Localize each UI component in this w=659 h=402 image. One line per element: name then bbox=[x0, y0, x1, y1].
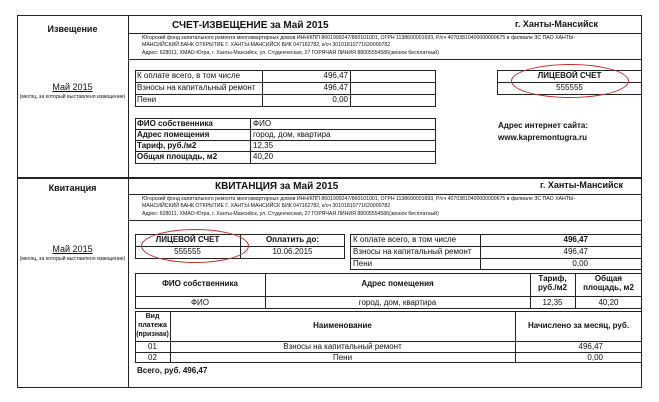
receipt-area-header: Общая bbox=[594, 274, 623, 283]
receipt-item-name: Пени bbox=[332, 353, 353, 362]
notice-account-highlight bbox=[511, 64, 629, 98]
notice-city: г. Ханты-Мансийск bbox=[515, 19, 599, 29]
notice-period: Май 2015 bbox=[52, 82, 93, 92]
receipt-account-highlight bbox=[141, 229, 249, 263]
receipt-owner-header: ФИО собственника bbox=[162, 279, 238, 288]
receipt-item-name: Взносы на капитальный ремонт bbox=[283, 342, 402, 351]
receipt-kind-header-3: (признак) bbox=[136, 331, 169, 338]
notice-info-label: ФИО собственника bbox=[137, 119, 213, 128]
notice-info-label: Адрес помещения bbox=[137, 130, 210, 139]
notice-account-label: ЛИЦЕВОЙ СЧЕТ bbox=[537, 71, 602, 80]
left-column-divider bbox=[128, 15, 129, 388]
receipt-name-header: Наименование bbox=[313, 321, 372, 330]
receipt-pay-by-label: Оплатить до: bbox=[265, 235, 320, 244]
receipt-account-value: 555555 bbox=[174, 247, 201, 256]
section-divider bbox=[17, 177, 642, 179]
receipt-tariff-header: Тариф, bbox=[538, 274, 567, 283]
receipt-address-value: город, дом, квартира bbox=[358, 298, 437, 307]
receipt-row-value: 496,47 bbox=[563, 247, 588, 256]
receipt-amount-header: Начислено за месяц, руб. bbox=[527, 321, 630, 330]
receipt-period: Май 2015 bbox=[52, 244, 93, 254]
notice-label: Извещение bbox=[47, 24, 98, 34]
receipt-title-rule bbox=[128, 194, 642, 195]
receipt-label: Квитанция bbox=[48, 183, 97, 193]
notice-row-label: К оплате всего, в том числе bbox=[137, 71, 241, 80]
notice-org-line2: МАНСИЙСКИЙ БАНК ОТКРЫТИЕ Г. ХАНТЫ-МАНСИЙСК БИК 047162782, к/сч 30101810771620000782 bbox=[142, 42, 391, 48]
receipt-row-value: 496,47 bbox=[563, 235, 588, 244]
receipt-kind-header-2: платежа bbox=[138, 322, 167, 329]
receipt-tariff-value: 12,35 bbox=[542, 298, 563, 307]
notice-row-value: 0,00 bbox=[332, 95, 348, 104]
notice-row-value: 496,47 bbox=[323, 71, 348, 80]
receipt-total: Всего, руб. 496,47 bbox=[137, 366, 208, 375]
notice-account-value: 555555 bbox=[556, 83, 583, 92]
receipt-org-line1: Югорский фонд капитального ремонта многоквартирных домов ИНН/КПП 8601999247/860101001, ОГРН 1138600001693, Р/сч 40703810400000000675 в филиале ЗС ПАО ХАНТЫ- bbox=[142, 196, 576, 202]
receipt-area-header-unit: площадь, м2 bbox=[583, 283, 634, 292]
notice-info-label: Тариф, руб./м2 bbox=[137, 141, 197, 150]
notice-org-line1: Югорский фонд капитального ремонта многоквартирных домов ИНН/КПП 8601999247/860101001, ОГРН 1138600001693, Р/сч 40703810400000000675 в филиале ЗС ПАО ХАНТЫ- bbox=[142, 35, 576, 41]
receipt-row-label: К оплате всего, в том числе bbox=[353, 235, 457, 244]
receipt-org-rule bbox=[128, 220, 642, 221]
notice-org-line3: Адрес: 628011, ХМАО-Югра, г. Ханты-Мансийск, ул. Студенческая, 27 ГОРЯЧАЯ ЛИНИЯ 88005554586(звонок бесплатный) bbox=[142, 50, 439, 56]
notice-org-rule bbox=[128, 59, 642, 60]
receipt-pay-by-value: 10.06.2015 bbox=[272, 247, 313, 256]
receipt-owner-value: ФИО bbox=[190, 298, 210, 307]
receipt-period-note: (месяц, за который выставлено извещение) bbox=[19, 256, 126, 262]
receipt-account-label: ЛИЦЕВОЙ СЧЕТ bbox=[155, 235, 220, 244]
receipt-address-header: Адрес помещения bbox=[361, 279, 434, 288]
receipt-org-line3: Адрес: 628011, ХМАО-Югра, г. Ханты-Мансийск, ул. Студенческая, 27 ГОРЯЧАЯ ЛИНИЯ 88005554586(звонок бесплатный) bbox=[142, 211, 439, 217]
receipt-row-value: 0,00 bbox=[572, 259, 588, 268]
notice-row-label: Взносы на капитальный ремонт bbox=[137, 83, 256, 92]
receipt-title: КВИТАНЦИЯ за Май 2015 bbox=[215, 181, 339, 192]
notice-site-url[interactable]: www.kapremontugra.ru bbox=[498, 133, 588, 142]
notice-info-value: 40,20 bbox=[253, 152, 274, 161]
notice-row-value: 496,47 bbox=[323, 83, 348, 92]
receipt-item-amount: 496,47 bbox=[578, 342, 603, 351]
receipt-area-value: 40,20 bbox=[598, 298, 619, 307]
receipt-row-label: Взносы на капитальный ремонт bbox=[353, 247, 472, 256]
notice-info-label: Общая площадь, м2 bbox=[137, 152, 218, 161]
notice-info-value: город, дом, квартира bbox=[253, 130, 331, 139]
receipt-item-amount: 0,00 bbox=[587, 353, 603, 362]
notice-info-value: 12,35 bbox=[253, 141, 274, 150]
receipt-item-code: 01 bbox=[148, 342, 157, 351]
receipt-org-line2: МАНСИЙСКИЙ БАНК ОТКРЫТИЕ Г. ХАНТЫ-МАНСИЙСК БИК 047162782, к/сч 30101810771620000782 bbox=[142, 203, 391, 209]
receipt-item-code: 02 bbox=[148, 353, 157, 362]
receipt-tariff-header-unit: руб./м2 bbox=[538, 283, 567, 292]
notice-period-note: (месяц, за который выставлено извещение) bbox=[19, 94, 126, 100]
receipt-row-label: Пени bbox=[353, 259, 373, 268]
notice-title: СЧЕТ-ИЗВЕЩЕНИЕ за Май 2015 bbox=[172, 20, 329, 31]
notice-row-label: Пени bbox=[137, 95, 157, 104]
notice-title-rule bbox=[128, 33, 642, 34]
receipt-city: г. Ханты-Мансийск bbox=[540, 180, 624, 190]
receipt-kind-header: Вид bbox=[145, 313, 160, 320]
notice-info-value: ФИО bbox=[253, 119, 272, 128]
notice-site-label: Адрес интернет сайта: bbox=[498, 121, 589, 130]
